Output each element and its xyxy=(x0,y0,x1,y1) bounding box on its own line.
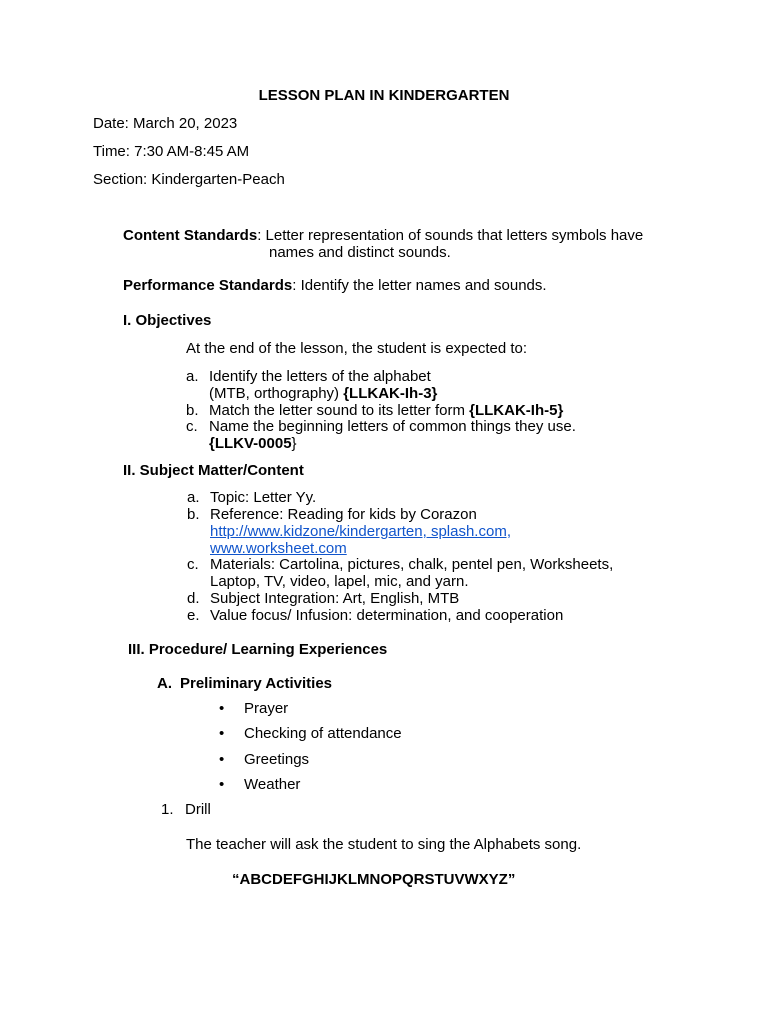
list-marker: c. xyxy=(187,556,199,573)
list-marker: 1. xyxy=(161,801,174,818)
objectives-heading: I. Objectives xyxy=(123,312,212,329)
preliminary-activities-heading: Preliminary Activities xyxy=(180,675,333,692)
performance-standards-text: : Identify the letter names and sounds. xyxy=(292,277,547,294)
list-marker: e. xyxy=(187,607,200,624)
section-line: Section: Kindergarten-Peach xyxy=(93,171,285,188)
subject-materials-line-1: Materials: Cartolina, pictures, chalk, pentel pen, Worksheets, xyxy=(210,556,614,573)
list-marker: A. xyxy=(157,675,172,692)
subject-materials-line-2: Laptop, TV, video, lapel, mic, and yarn. xyxy=(210,573,469,590)
objectives-intro: At the end of the lesson, the student is expected to: xyxy=(186,340,528,357)
content-standards-label: Content Standards xyxy=(123,227,258,244)
content-standards-text: : Letter representation of sounds that letters symbols have xyxy=(257,227,644,244)
bullet-marker: • xyxy=(219,700,225,717)
list-marker: d. xyxy=(187,590,200,607)
objective-c-close: } xyxy=(291,435,297,452)
subject-reference: Reference: Reading for kids by Corazon xyxy=(210,506,477,523)
objective-c-line-2 xyxy=(209,435,297,452)
alphabet-song: “ABCDEFGHIJKLMNOPQRSTUVWXYZ” xyxy=(232,871,516,888)
objective-a-line-1: Identify the letters of the alphabet xyxy=(209,368,431,385)
reference-link-1[interactable]: http://www.kidzone/kindergarten, splash.com, xyxy=(210,523,511,540)
list-marker: c. xyxy=(186,418,198,435)
performance-standards-label: Performance Standards xyxy=(123,277,293,294)
objective-b-code: {LLKAK-Ih-5} xyxy=(469,402,564,419)
activity-item: Weather xyxy=(244,776,301,793)
time-line: Time: 7:30 AM-8:45 AM xyxy=(93,143,250,160)
drill-label: Drill xyxy=(185,801,211,818)
bullet-marker: • xyxy=(219,776,225,793)
objective-b-text: Match the letter sound to its letter form xyxy=(209,402,470,419)
activity-item: Checking of attendance xyxy=(244,725,402,742)
content-standards-text-2: names and distinct sounds. xyxy=(269,244,451,261)
objective-c-code: {LLKV-0005 xyxy=(209,435,292,452)
date-line: Date: March 20, 2023 xyxy=(93,115,238,132)
drill-text: The teacher will ask the student to sing the Alphabets song. xyxy=(186,836,582,853)
objective-a-code: {LLKAK-Ih-3} xyxy=(343,385,438,402)
performance-standards xyxy=(123,277,547,294)
activity-item: Greetings xyxy=(244,751,310,768)
procedure-heading: III. Procedure/ Learning Experiences xyxy=(128,641,388,658)
bullet-marker: • xyxy=(219,751,225,768)
subject-topic: Topic: Letter Yy. xyxy=(210,489,317,506)
objective-c-line-1: Name the beginning letters of common things they use. xyxy=(209,418,576,435)
list-marker: b. xyxy=(187,506,200,523)
activity-item: Prayer xyxy=(244,700,289,717)
objective-a-text: (MTB, orthography) xyxy=(209,385,344,402)
list-marker: b. xyxy=(186,402,199,419)
objective-b xyxy=(209,402,563,419)
page-title: LESSON PLAN IN KINDERGARTEN xyxy=(258,87,510,104)
bullet-marker: • xyxy=(219,725,225,742)
subject-value-focus: Value focus/ Infusion: determination, and cooperation xyxy=(210,607,564,624)
content-standards xyxy=(123,227,643,244)
subject-matter-heading: II. Subject Matter/Content xyxy=(123,462,304,479)
list-marker: a. xyxy=(187,489,200,506)
reference-link-2[interactable]: www.worksheet.com xyxy=(210,540,347,557)
objective-a-line-2 xyxy=(209,385,437,402)
list-marker: a. xyxy=(186,368,199,385)
subject-integration: Subject Integration: Art, English, MTB xyxy=(210,590,460,607)
